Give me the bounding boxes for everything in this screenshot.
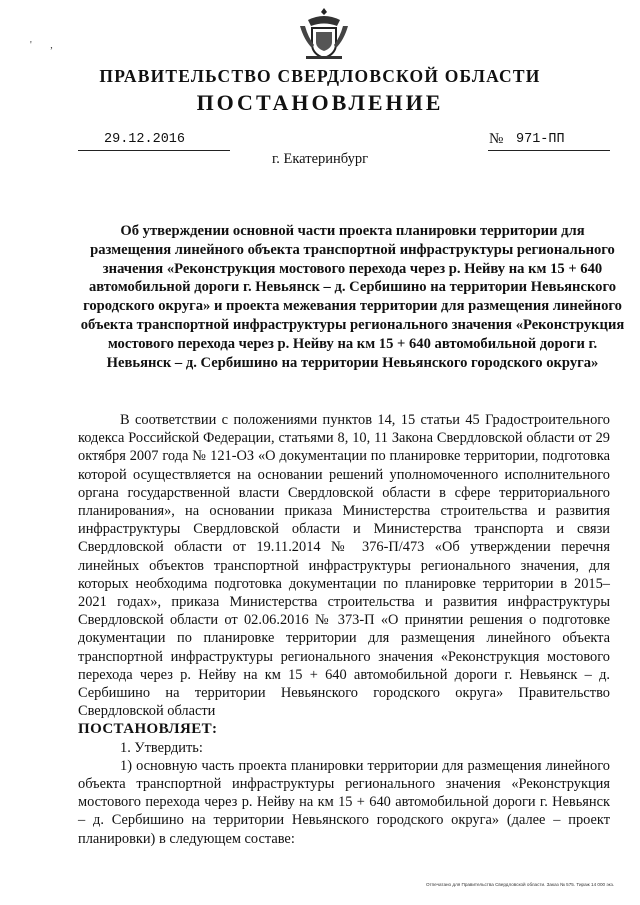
item-1: 1. Утвердить: xyxy=(120,739,203,756)
item-1-1: 1) основную часть проекта планировки территории для размещения линейного объекта транспортной инфраструктуры регионального значения «Реконструкция мостового перехода через р. Нейву на км 15 + 640 автомобильной дороги г. Невьянск – д. Сербишино на территории Невьянского городского округа» (далее – проект планировки) в следующем составе: xyxy=(78,757,610,847)
preamble-paragraph: В соответствии с положениями пунктов 14, 15 статьи 45 Градостроительного кодекса Российской Федерации, статьями 8, 10, 11 Закона Свердловской области от 29 октября 2007 года № 121-ОЗ «О документации по планировке территории, подготовка которой осуществляется на основании решений уполномоченного исполнительного органа государственной власти Свердловской области в сфере территориального планирования», на основании приказа Министерства строительства и развития инфраструктуры Свердловской области и Министерства транспорта и связи Свердловской области от 19.11.2014 № 376-П/473 «Об утверждении перечня линейных объектов транспортной инфраструктуры регионального значения, для которых необходима подготовка документации по планировке территории в 2015–2021 годах», приказа Министерства строительства и развития инфраструктуры Свердловской области от 02.06.2016 № 373-П «О принятии решения о подготовке документации по планировке территории для размещения линейного объекта транспортной инфраструктуры регионального значения «Реконструкция мостового перехода через р. Нейву на км 15 + 640 автомобильной дороги г. Невьянск – д. Сербишино на территории Невьянского городского округа» Правительство Свердловской области xyxy=(78,412,610,720)
government-heading: ПРАВИТЕЛЬСТВО СВЕРДЛОВСКОЙ ОБЛАСТИ xyxy=(99,66,541,86)
decree-number: 971-ПП xyxy=(516,132,565,147)
print-footer: Отпечатано для Правительства Свердловской области. Заказ № 575. Тираж 14 000 экз. xyxy=(426,882,615,887)
city-line: г. Екатеринбург xyxy=(271,151,369,167)
decree-body xyxy=(78,411,610,848)
margin-marks: ' , xyxy=(30,40,61,51)
coat-of-arms-emblem xyxy=(298,6,350,62)
resolves-heading: ПОСТАНОВЛЯЕТ: xyxy=(78,721,218,738)
number-label: № xyxy=(489,131,504,147)
document-type-heading: ПОСТАНОВЛЕНИЕ xyxy=(196,90,444,115)
decree-title: Об утверждении основной части проекта планировки территории для размещения линейного объекта транспортной инфраструктуры регионального значения «Реконструкция мостового перехода через р. Нейву на км 15 + 640 автомобильной дороги г. Невьянск – д. Сербишино на территории Невьянского городского округа» и проекта межевания территории для размещения линейного объекта транспортной инфраструктуры регионального значения «Реконструкция мостового перехода через р. Нейву на км 15 + 640 автомобильной дороги г. Невьянск – д. Сербишино на территории Невьянского городского округа» xyxy=(80,223,625,371)
decree-date: 29.12.2016 xyxy=(104,132,186,147)
